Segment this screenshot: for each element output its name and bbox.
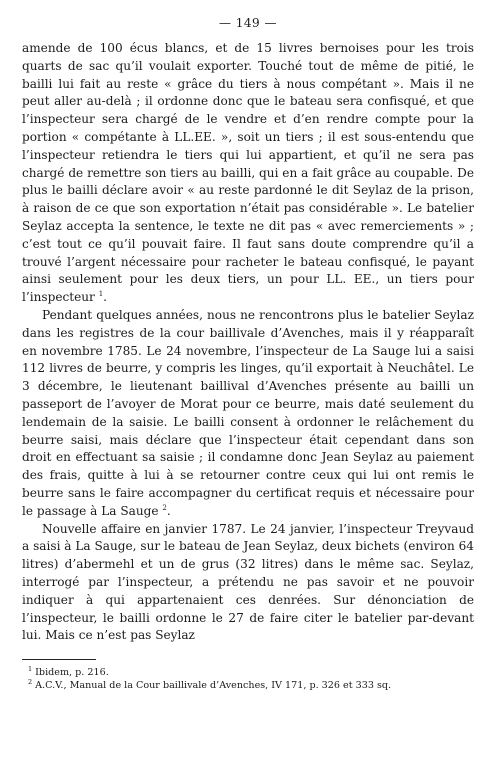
- paragraph-1: amende de 100 écus blancs, et de 15 livres bernoises pour les trois quarts de sac qu’il voulait exporter. Touché tout de même de pitié, le bailli lui fait au reste « grâce du tiers à nous compétant ». Mais il ne peut aller au-delà ; il ordonne donc que le bateau sera confisqué, et que l’inspecteur sera chargé de le vendre et d’en rendre compte pour la portion « compétante à LL.EE. », soit un tiers ; il est sous-entendu que l’inspecteur retiendra le tiers qui lui appartient, et qu’il ne sera pas chargé de remettre son tiers au bailli, qui en a fait grâce au coupable. De plus le bailli déclare avoir « au reste pardonné le dit Seylaz de la prison, à raison de ce que son exportation n’était pas considérable ». Le batelier Seylaz accepta la sentence, le texte ne dit pas « avec remerciements » ; c’est tout ce qu’il pouvait faire. Il faut sans doute comprendre qu’il a trouvé l’argent nécessaire pour racheter le bateau confisqué, le payant ainsi seulement pour les deux tiers, un pour LL. EE., un tiers pour l’inspecteur $^1$.: [22, 41, 474, 305]
- footnote-ref-2: 2: [162, 503, 167, 512]
- document-page: [22, 16, 474, 692]
- paragraph-2: Pendant quelques années, nous ne rencontrons plus le batelier Seylaz dans les registres de la cour baillivale d’Avenches, mais il y réapparaît en novembre 1785. Le 24 novembre, l’inspecteur de La Sauge lui a saisi 112 livres de beurre, y compris les linges, qu’il exportait à Neuchâtel. Le 3 décembre, le lieutenant baillival d’Avenches présente au bailli un passeport de l’avoyer de Morat pour ce beurre, mais daté seulement du lendemain de la saisie. Le bailli consent à ordonner le relâchement du beurre saisi, mais déclare que l’inspecteur était cependant dans son droit en effectuant sa saisie ; il condamne donc Jean Seylaz au paiement des frais, quitte à lui à se retourner contre ceux qui lui ont remis le beurre sans le faire accompagner du certificat requis et nécessaire pour le passage à La Sauge $^2$.: [22, 307, 474, 518]
- footnote-1: [22, 666, 474, 679]
- paragraph-3-text: Nouvelle affaire en janvier 1787. Le 24 janvier, l’inspecteur Treyvaud a saisi à La Sauge, sur le bateau de Jean Seylaz, deux bichets (environ 64 litres) d’abermehl et un de grus (32 litres) dans le même sac. Seylaz, interrogé par l’inspecteur, a prétendu ne pas savoir et ne pouvoir indiquer à qui appartenaient ces denrées. Sur dénonciation de l’inspecteur, le bailli ordonne le 27 de faire citer le batelier par-devant lui. Mais ce n’est pas Seylaz: [22, 521, 474, 643]
- paragraph-3: [22, 521, 474, 646]
- footnote-2: [22, 679, 474, 692]
- footnote-2-number: 2: [28, 677, 33, 686]
- footnote-divider: [22, 659, 96, 660]
- footnote-1-number: 1: [28, 664, 33, 673]
- paragraph-2-text: Pendant quelques années, nous ne rencontrons plus le batelier Seylaz dans les registres de la cour baillivale d’Avenches, mais il y réapparaît en novembre 1785. Le 24 novembre, l’inspecteur de La Sauge lui a saisi 112 livres de beurre, y compris les linges, qu’il exportait à Neuchâtel. Le 3 décembre, le lieutenant baillival d’Avenches présente au bailli un passeport de l’avoyer de Morat pour ce beurre, mais daté seulement du lendemain de la saisie. Le bailli consent à ordonner le relâchement du beurre saisi, mais déclare que l’inspecteur était cependant dans son droit en effectuant sa saisie ; il condamne donc Jean Seylaz au paiement des frais, quitte à lui à se retourner contre ceux qui lui ont remis le beurre sans le faire accompagner du certificat requis et nécessaire pour le passage à La Sauge: [22, 307, 474, 518]
- footnote-2-text: A.C.V., Manual de la Cour baillivale d’Avenches, IV 171, p. 326 et 333 sq.: [35, 680, 392, 692]
- paragraph-1-text: amende de 100 écus blancs, et de 15 livres bernoises pour les trois quarts de sac qu’il voulait exporter. Touché tout de même de pitié, le bailli lui fait au reste « grâce du tiers à nous compétant ». Mais il ne peut aller au-delà ; il ordonne donc que le bateau sera confisqué, et que l’inspecteur sera chargé de le vendre et d’en rendre compte pour la portion « compétante à LL.EE. », soit un tiers ; il est sous-entendu que l’inspecteur retiendra le tiers qui lui appartient, et qu’il ne sera pas chargé de remettre son tiers au bailli, qui en a fait grâce au coupable. De plus le bailli déclare avoir « au reste pardonné le dit Seylaz de la prison, à raison de ce que son exportation n’était pas considérable ». Le batelier Seylaz accepta la sentence, le texte ne dit pas « avec remerciements » ; c’est tout ce qu’il pouvait faire. Il faut sans doute comprendre qu’il a trouvé l’argent nécessaire pour racheter le bateau confisqué, le payant ainsi seulement pour les deux tiers, un pour LL. EE., un tiers pour l’inspecteur: [22, 41, 474, 305]
- footnote-ref-1: 1: [98, 290, 104, 299]
- footnote-1-text: Ibidem, p. 216.: [35, 667, 109, 679]
- footnotes: [22, 666, 474, 692]
- page-number: — 149 —: [218, 16, 278, 30]
